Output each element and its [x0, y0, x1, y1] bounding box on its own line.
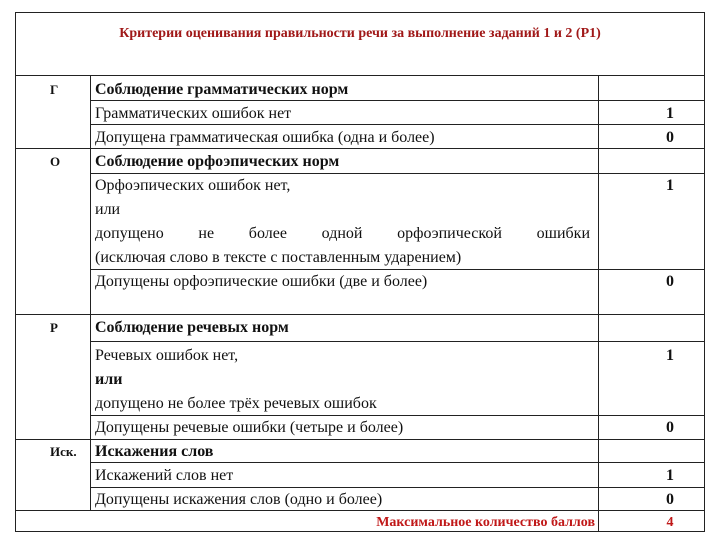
criterion-score: 1	[666, 347, 674, 364]
row-divider	[90, 487, 705, 488]
criterion-text: Орфоэпических ошибок нет,	[95, 177, 291, 194]
row-divider	[90, 124, 705, 125]
section-code: Иск.	[50, 444, 77, 459]
section-heading: Искажения слов	[95, 443, 214, 460]
criterion-text: или	[95, 371, 123, 388]
row-divider	[90, 462, 705, 463]
criterion-text: Допущены речевые ошибки (четыре и более)	[95, 419, 404, 436]
criterion-score: 0	[666, 419, 674, 436]
section-heading: Соблюдение орфоэпических норм	[95, 153, 340, 170]
table-title: Критерии оценивания правильности речи за выполнение заданий 1 и 2 (Р1)	[119, 26, 601, 41]
row-divider	[15, 314, 705, 315]
criterion-text: Допущены орфоэпические ошибки (две и более)	[95, 273, 428, 290]
row-divider	[15, 439, 705, 440]
criterion-score: 0	[666, 491, 674, 508]
criterion-text: Допущены искажения слов (одно и более)	[95, 491, 383, 508]
column-divider	[598, 75, 599, 532]
section-code: Р	[50, 320, 58, 335]
total-score: 4	[666, 515, 674, 530]
section-code: Г	[50, 82, 59, 97]
criterion-text: допущено не более одной орфоэпической ошибки	[95, 225, 590, 242]
total-label: Максимальное количество баллов	[376, 515, 595, 530]
section-heading: Соблюдение грамматических норм	[95, 81, 349, 98]
section-heading: Соблюдение речевых норм	[95, 319, 289, 336]
criterion-text: Грамматических ошибок нет	[95, 105, 292, 122]
row-divider	[90, 173, 705, 174]
row-divider	[90, 415, 705, 416]
criterion-text: (исключая слово в тексте с поставленным ударением)	[95, 249, 462, 266]
section-code: О	[50, 154, 61, 169]
row-divider	[90, 100, 705, 101]
criterion-text: Искажений слов нет	[95, 467, 234, 484]
row-divider	[15, 148, 705, 149]
row-divider	[90, 269, 705, 270]
criterion-text: допущено не более трёх речевых ошибок	[95, 395, 377, 412]
row-divider	[15, 75, 705, 76]
row-divider	[90, 341, 705, 342]
column-divider	[90, 75, 91, 510]
criterion-text: Речевых ошибок нет,	[95, 347, 239, 364]
criterion-text: Допущена грамматическая ошибка (одна и более)	[95, 129, 435, 146]
criterion-text: или	[95, 201, 121, 218]
criterion-score: 1	[666, 105, 674, 122]
row-divider	[15, 510, 705, 511]
criterion-score: 1	[666, 177, 674, 194]
criterion-score: 1	[666, 467, 674, 484]
criterion-score: 0	[666, 129, 674, 146]
criterion-score: 0	[666, 273, 674, 290]
